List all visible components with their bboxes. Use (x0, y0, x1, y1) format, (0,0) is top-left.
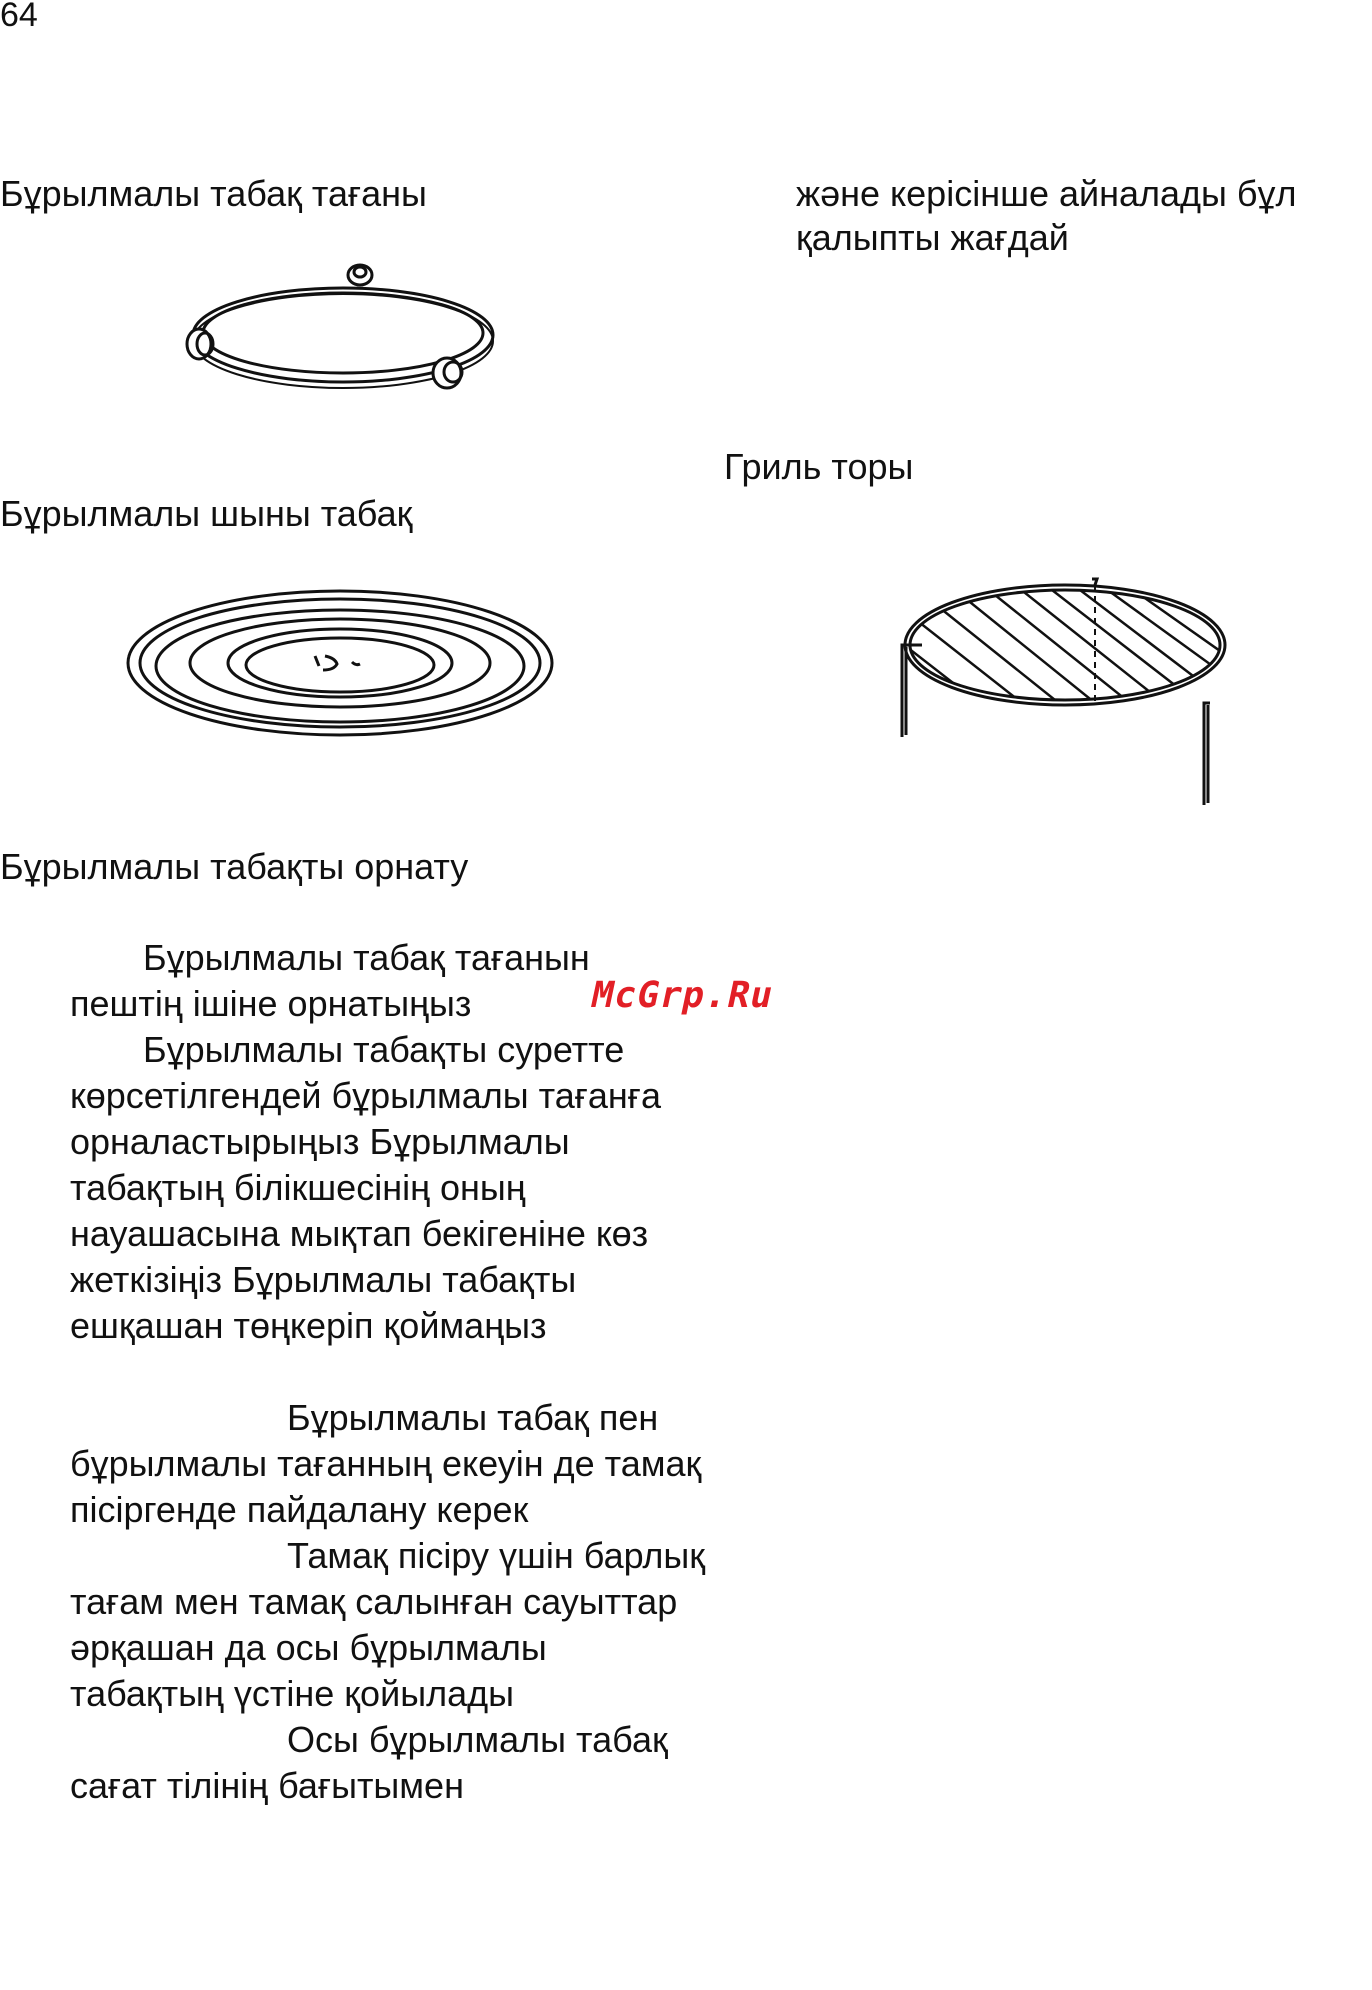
install-instructions (70, 935, 710, 1809)
turntable-stand-illustration (175, 255, 505, 395)
note-paragraph: Бұрылмалы табақ пен бұрылмалы тағанның екеуін де тамақ пісіргенде пайдалану керек (70, 1397, 702, 1530)
note-paragraph: Тамақ пісіру үшін барлық тағам мен тамақ салынған сауыттар әрқашан да осы бұрылмалы табақтың үстіне қойылады (70, 1535, 706, 1714)
instruction-paragraph: Бұрылмалы табақ тағанын пештің ішіне орнатыңыз (70, 937, 590, 1024)
grill-rack-illustration (870, 575, 1260, 815)
heading-glass-tray: Бұрылмалы шыны табақ (0, 493, 413, 534)
page-number: 64 (0, 0, 38, 34)
heading-grill-rack: Гриль торы (724, 446, 914, 487)
watermark: McGrp.Ru (587, 975, 778, 1016)
note-paragraph: Осы бұрылмалы табақ сағат тілінің бағытымен (70, 1719, 668, 1806)
right-text-line-2: қалыпты жағдай (796, 217, 1069, 258)
right-text-line-1: және керісінше айналады бұл (796, 173, 1297, 214)
glass-turntable-illustration (120, 580, 560, 750)
instruction-paragraph: Бұрылмалы табақты суретте көрсетілгендей бұрылмалы тағанға орналастырыңыз Бұрылмалы табақтың білікшесінің оның науашасына мықтап бекігеніне көз жеткізіңіз Бұрылмалы табақты ешқашан төңкеріп қоймаңыз (70, 1029, 661, 1346)
heading-turntable-stand: Бұрылмалы табақ тағаны (0, 173, 427, 214)
heading-turntable-install: Бұрылмалы табақты орнату (0, 846, 469, 887)
